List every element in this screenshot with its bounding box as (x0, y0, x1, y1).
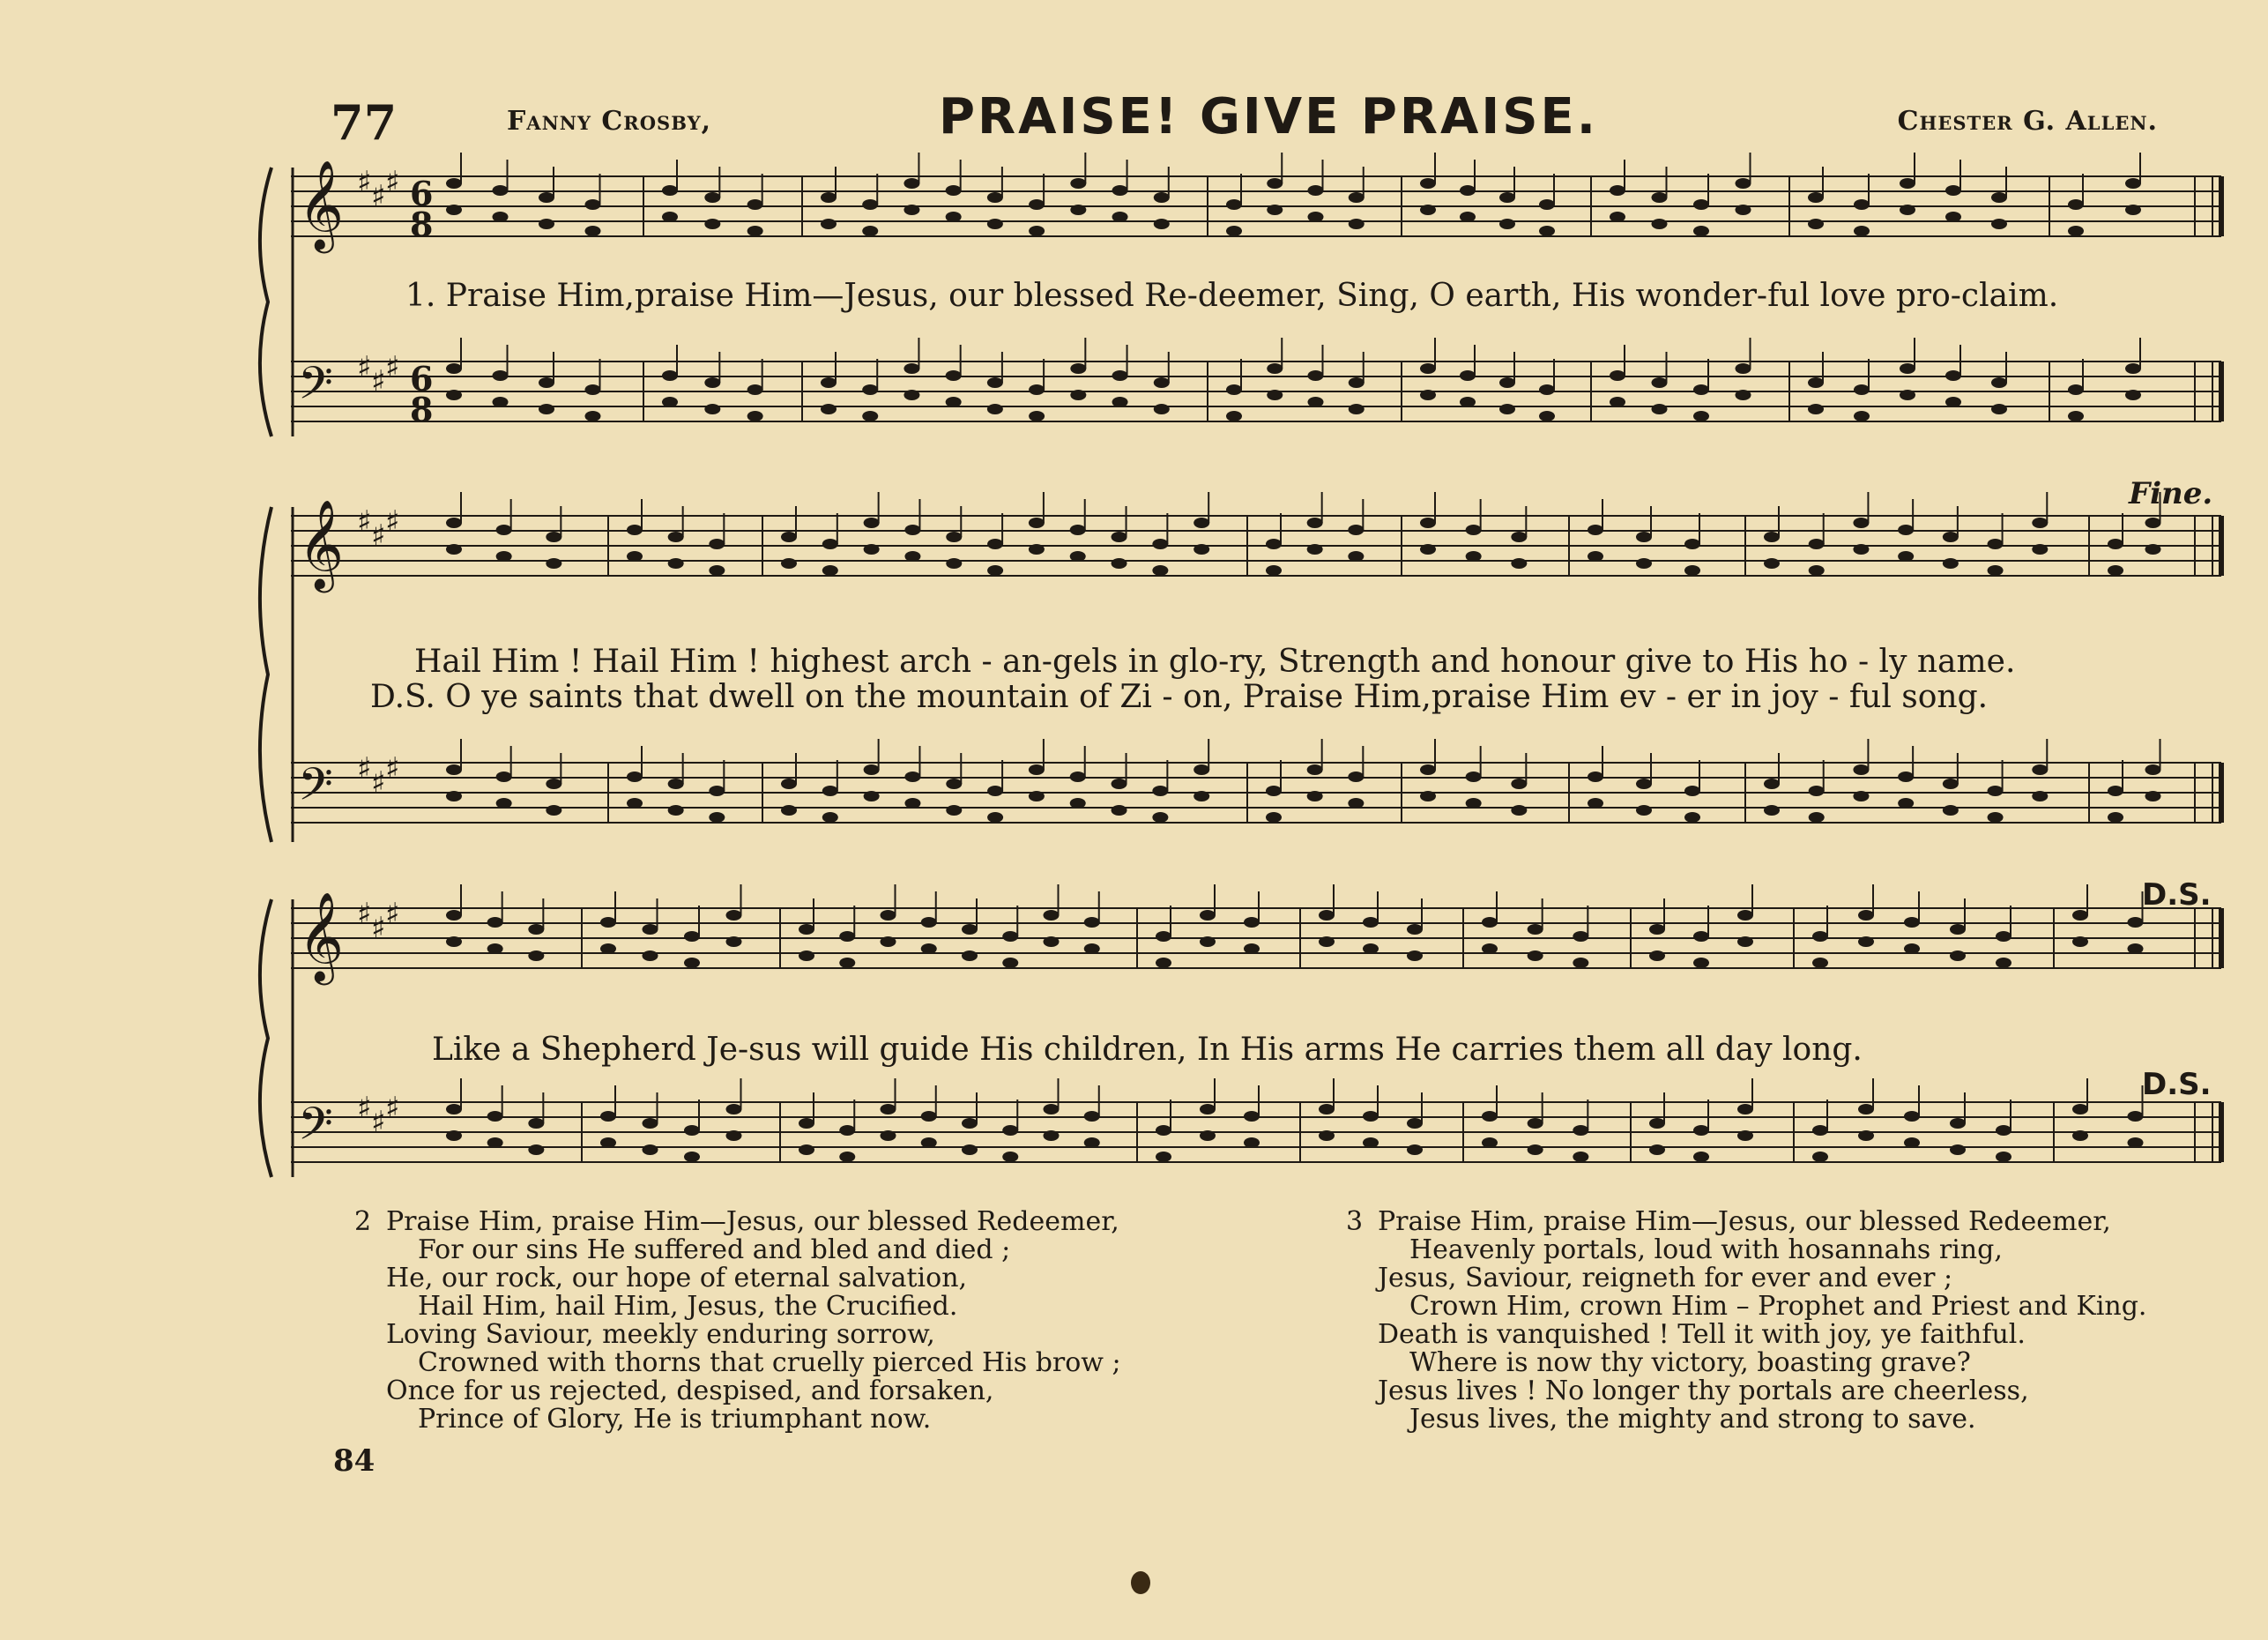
ds-marking: D.S. (2142, 877, 2212, 913)
verse-line: Death is vanquished ! Tell it with joy, ye faithful. (1378, 1319, 2026, 1350)
lyric-line: Like a Shepherd Je-sus will guide His children, In His arms He carries them all day long. (432, 1032, 1863, 1068)
bass-clef-icon: 𝄢 (298, 757, 333, 822)
verse-line: Praise Him, praise Him—Jesus, our blessed Redeemer, (386, 1206, 1119, 1237)
hymn-number: 77 (331, 94, 398, 151)
sharp-icon: ♯ (357, 751, 372, 786)
sharp-icon: ♯ (371, 364, 386, 399)
lyric-line: Hail Him ! Hail Him ! highest arch - an-gels in glo-ry, Strength and honour give to His ho - ly name. (414, 644, 2016, 680)
music-system-1 (256, 141, 2230, 476)
bass-clef-icon: 𝄢 (298, 356, 333, 421)
sharp-icon: ♯ (357, 504, 372, 540)
author-credit: Fanny Crosby, (507, 106, 712, 137)
verse-number: 3 (1346, 1206, 1364, 1237)
sharp-icon: ♯ (371, 1105, 386, 1140)
verse-line: Crown Him, crown Him – Prophet and Priest and King. (1409, 1291, 2147, 1322)
verse-number: 2 (354, 1206, 372, 1237)
treble-clef-icon: 𝄞 (298, 891, 345, 981)
verse-line: Loving Saviour, meekly enduring sorrow, (386, 1319, 935, 1350)
music-system-3 (256, 873, 2230, 1208)
lyric-line-ds: D.S. O ye saints that dwell on the mountain of Zi - on, Praise Him,praise Him ev - er in joy - ful song. (370, 679, 1989, 715)
hymn-title: PRAISE! GIVE PRAISE. (939, 88, 1599, 145)
bass-clef-icon: 𝄢 (298, 1097, 333, 1161)
verse-line: Praise Him, praise Him—Jesus, our blessed Redeemer, (1378, 1206, 2111, 1237)
verse-line: For our sins He suffered and bled and died ; (418, 1234, 1011, 1265)
music-system-2 (256, 476, 2230, 868)
fine-marking: Fine. (2129, 476, 2213, 511)
verse-line: Jesus lives ! No longer thy portals are cheerless, (1378, 1375, 2029, 1406)
svg-text:8: 8 (410, 390, 434, 429)
verse-line: Where is now thy victory, boasting grave? (1409, 1347, 1971, 1378)
sharp-icon: ♯ (371, 911, 386, 946)
ds-marking: D.S. (2142, 1067, 2212, 1102)
sharp-icon: ♯ (357, 897, 372, 932)
treble-clef-icon: 𝄞 (298, 159, 345, 250)
verse-line: Heavenly portals, loud with hosannahs ring, (1409, 1234, 2003, 1265)
verse-3 (1346, 1206, 2147, 1435)
sharp-icon: ♯ (357, 350, 372, 385)
verse-line: Crowned with thorns that cruelly pierced His brow ; (418, 1347, 1121, 1378)
svg-text:6: 6 (410, 174, 434, 213)
verse-line: He, our rock, our hope of eternal salvation, (386, 1263, 968, 1293)
svg-text:8: 8 (410, 205, 434, 244)
sharp-icon: ♯ (371, 179, 386, 214)
page-number: 84 (333, 1443, 376, 1479)
svg-text:6: 6 (410, 359, 434, 399)
hymn-header (0, 84, 2268, 151)
verse-line: Prince of Glory, He is triumphant now. (418, 1404, 932, 1435)
sharp-icon: ♯ (357, 1091, 372, 1126)
ink-blot (1131, 1571, 1150, 1594)
verse-line: Hail Him, hail Him, Jesus, the Crucified. (418, 1291, 958, 1322)
sharp-icon: ♯ (371, 765, 386, 801)
sharp-icon: ♯ (385, 350, 400, 385)
lyric-line: 1. Praise Him,praise Him—Jesus, our blessed Re-deemer, Sing, O earth, His wonder-ful love pro-claim. (405, 278, 2059, 314)
sharp-icon: ♯ (385, 751, 400, 786)
verse-line: Jesus lives, the mighty and strong to save. (1409, 1404, 1976, 1435)
sharp-icon: ♯ (385, 165, 400, 200)
sharp-icon: ♯ (385, 1091, 400, 1126)
verse-line: Once for us rejected, despised, and forsaken, (386, 1375, 994, 1406)
sharp-icon: ♯ (371, 518, 386, 554)
verse-2 (354, 1206, 1121, 1435)
composer-credit: Chester G. Allen. (1897, 106, 2158, 137)
sharp-icon: ♯ (357, 165, 372, 200)
treble-clef-icon: 𝄞 (298, 498, 345, 589)
sharp-icon: ♯ (385, 504, 400, 540)
sharp-icon: ♯ (385, 897, 400, 932)
verse-line: Jesus, Saviour, reigneth for ever and ever ; (1378, 1263, 1953, 1293)
